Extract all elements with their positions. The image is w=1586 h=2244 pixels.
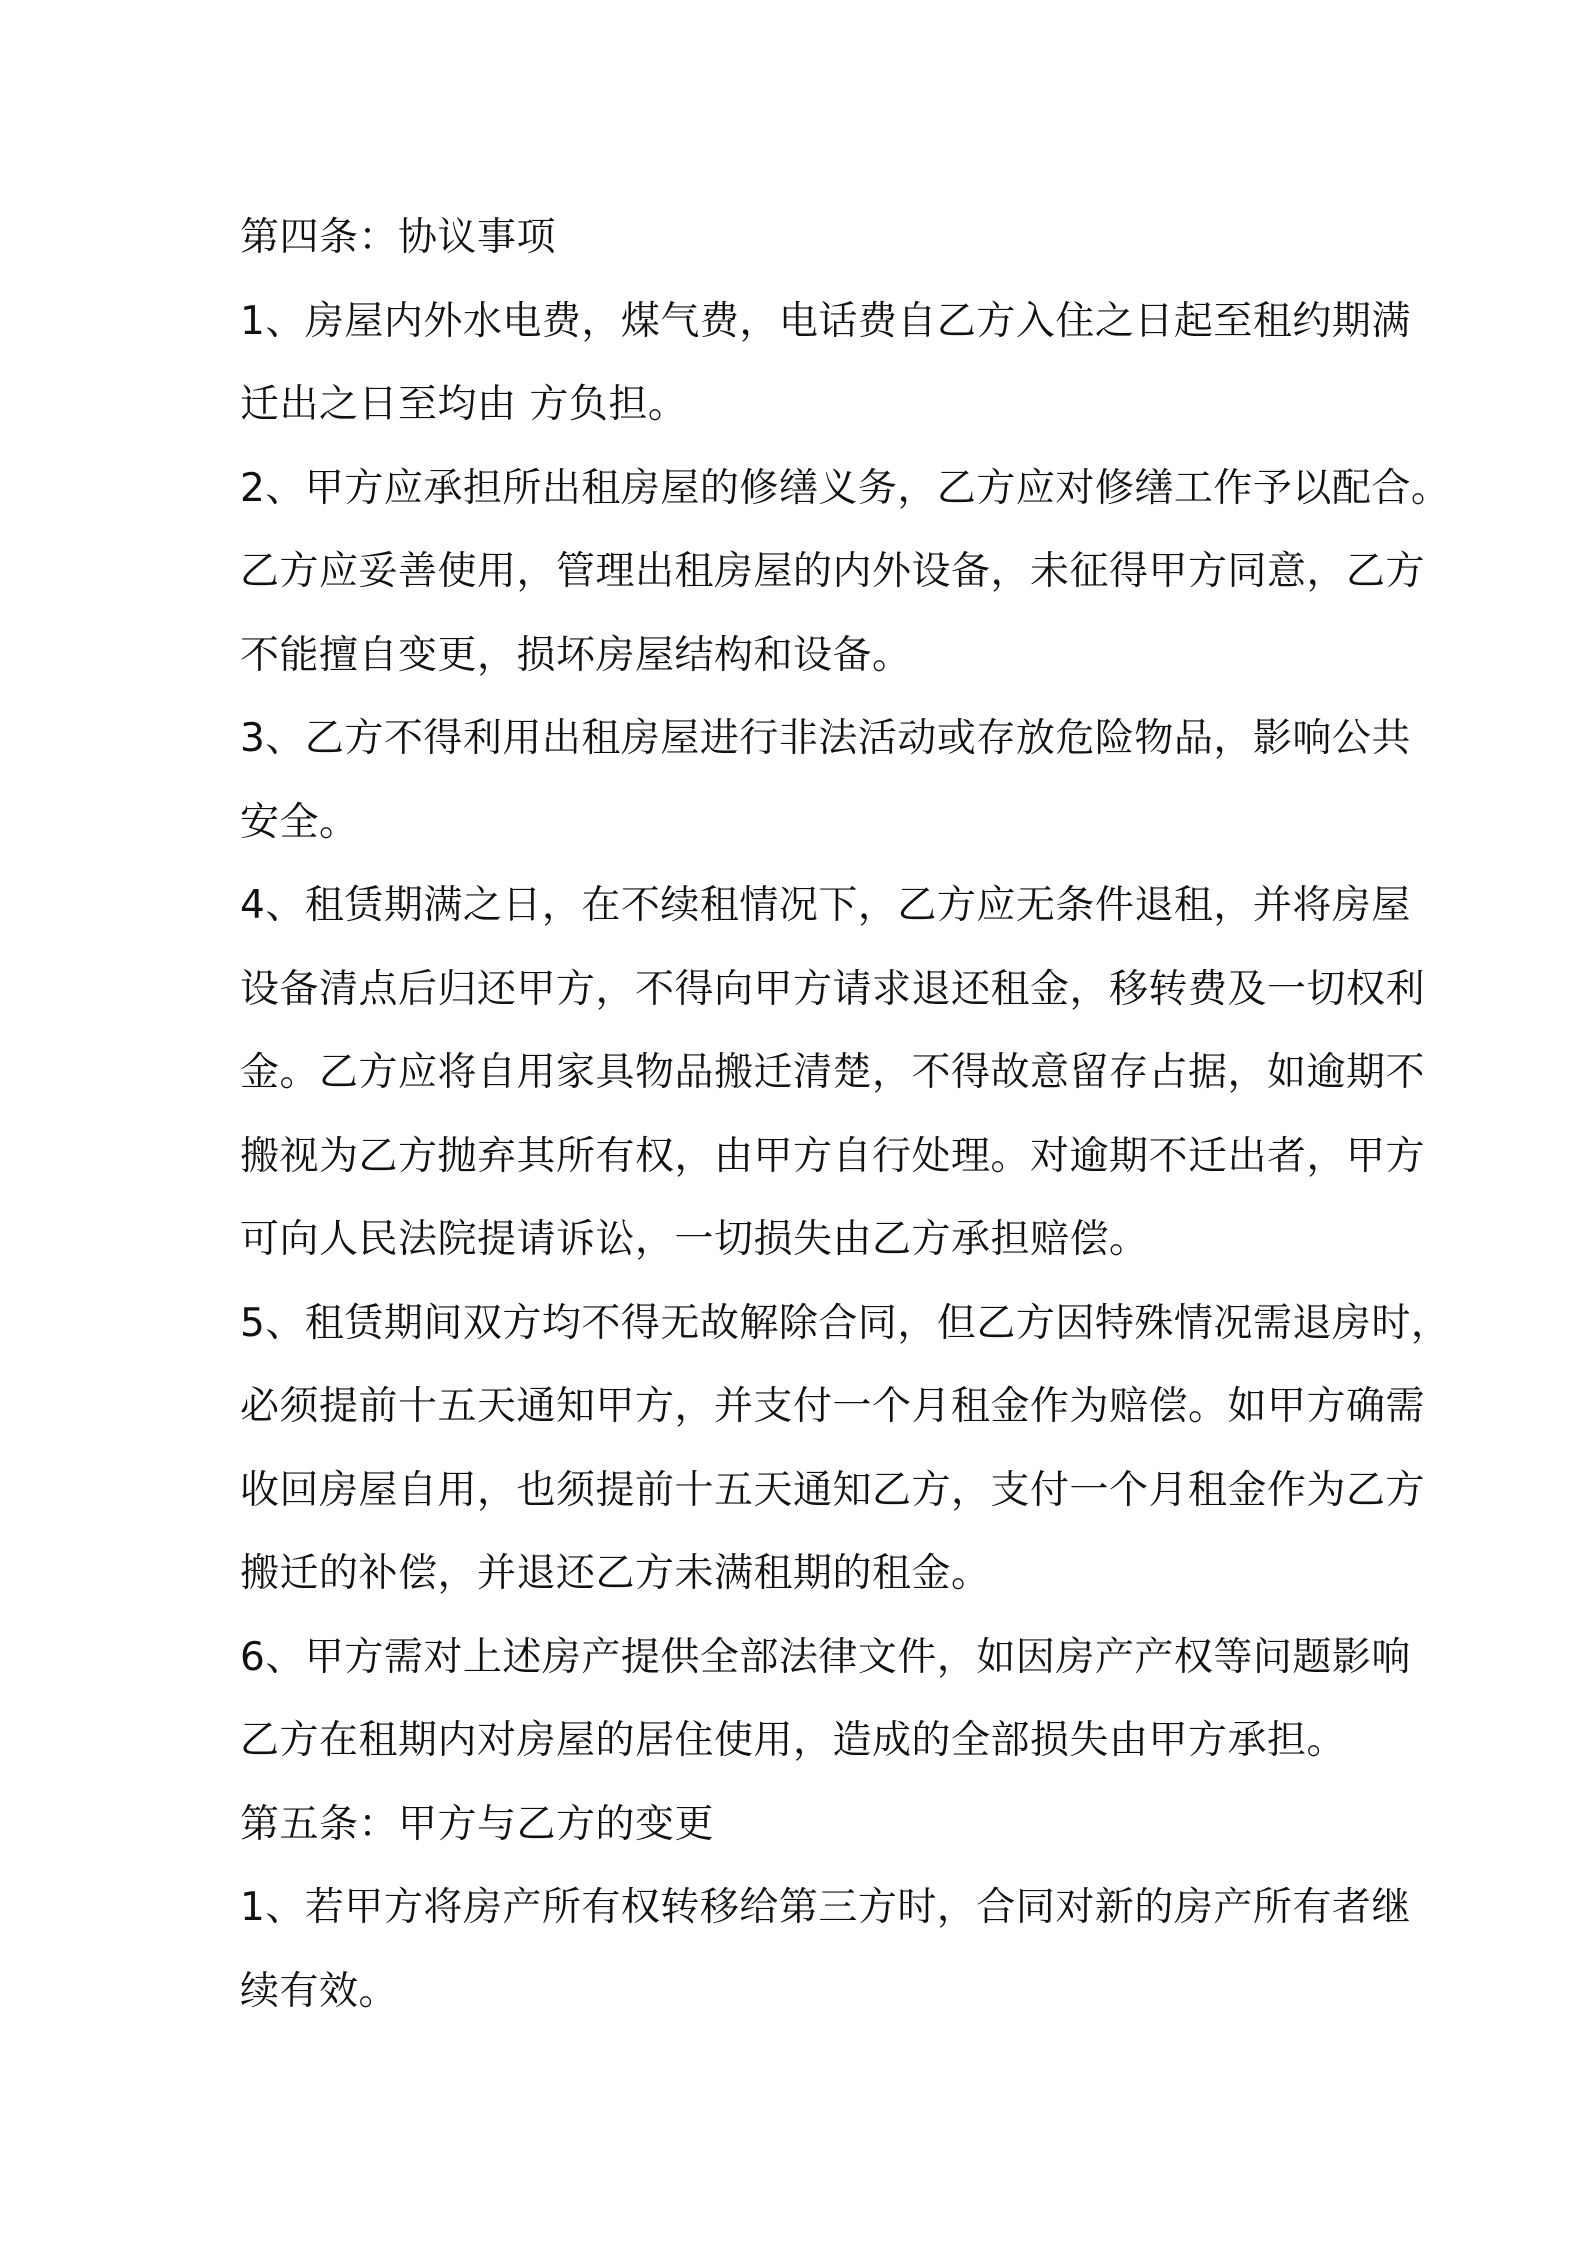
section-heading-5: 第五条：甲方与乙方的变更 <box>240 1801 715 1847</box>
text-line: 必须提前十五天通知甲方，并支付一个月租金作为赔偿。如甲方确需 <box>240 1384 1426 1429</box>
section-heading-4: 第四条：协议事项 <box>240 215 557 260</box>
text-line: 迁出之日至均由 方负担。 <box>240 382 688 427</box>
text-line: 不能擅自变更，损坏房屋结构和设备。 <box>240 632 912 678</box>
text-line: 2、甲方应承担所出租房屋的修缮义务，乙方应对修缮工作予以配合。 <box>240 465 1451 511</box>
text-line: 乙方在租期内对房屋的居住使用，造成的全部损失由甲方承担。 <box>240 1718 1347 1763</box>
text-line: 1、房屋内外水电费，煤气费，电话费自乙方入住之日起至租约期满 <box>240 298 1411 344</box>
text-line: 5、租赁期间双方均不得无故解除合同，但乙方因特殊情况需退房时， <box>240 1300 1451 1346</box>
text-line: 4、租赁期满之日，在不续租情况下，乙方应无条件退租，并将房屋 <box>240 883 1411 928</box>
text-line: 可向人民法院提请诉讼，一切损失由乙方承担赔偿。 <box>240 1217 1149 1262</box>
text-line: 收回房屋自用，也须提前十五天通知乙方，支付一个月租金作为乙方 <box>240 1467 1426 1513</box>
text-line: 设备清点后归还甲方，不得向甲方请求退还租金，移转费及一切权利 <box>240 966 1426 1012</box>
document-body <box>240 196 1451 2033</box>
text-line: 搬迁的补偿，并退还乙方未满租期的租金。 <box>240 1551 991 1596</box>
text-line: 1、若甲方将房产所有权转移给第三方时，合同对新的房产所有者继 <box>240 1885 1411 1930</box>
text-line: 3、乙方不得利用出租房屋进行非法活动或存放危险物品，影响公共 <box>240 716 1411 761</box>
text-line: 搬视为乙方抛弃其所有权，由甲方自行处理。对逾期不迁出者，甲方 <box>240 1133 1426 1179</box>
text-line: 安全。 <box>240 799 359 845</box>
text-line: 续有效。 <box>240 1968 399 2014</box>
text-line: 金。乙方应将自用家具物品搬迁清楚，不得故意留存占据，如逾期不 <box>240 1050 1426 1095</box>
text-line: 乙方应妥善使用，管理出租房屋的内外设备，未征得甲方同意，乙方 <box>240 549 1426 594</box>
text-line: 6、甲方需对上述房产提供全部法律文件，如因房产产权等问题影响 <box>240 1634 1411 1680</box>
